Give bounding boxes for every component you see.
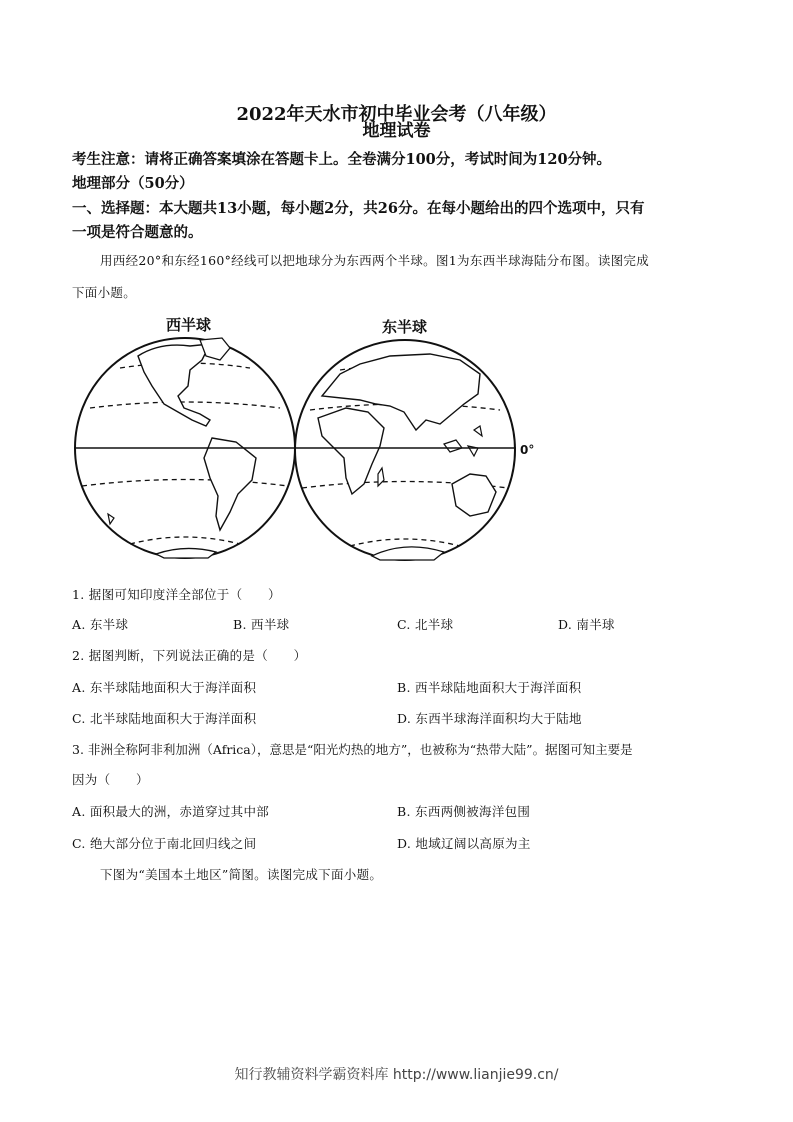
intro2-text: 下图为“美国本土地区”简图。读图完成下面小题。: [100, 867, 383, 882]
question-2-option-c: C. 北半球陆地面积大于海洋面积: [72, 711, 257, 726]
equator-label: 0°: [520, 443, 535, 457]
question-2-stem: 2. 据图判断，下列说法正确的是（ ）: [72, 648, 307, 663]
antarctica-west-shape: [156, 548, 216, 558]
footer-watermark: 知行教辅资料学霸资料库 http://www.lianjie99.cn/: [234, 1067, 559, 1083]
intro1-line1: 用西经20°和东经160°经线可以把地球分为东西两个半球。图1为东西半球海陆分布图。读图完成: [100, 253, 650, 268]
question-1-option-c: C. 北半球: [397, 617, 454, 632]
section-heading: 地理部分（50分）: [72, 175, 194, 192]
part1-instruction-line2: 一项是符合题意的。: [72, 224, 203, 241]
east-hemisphere-label: 东半球: [382, 318, 428, 336]
page-title: 2022年天水市初中毕业会考（八年级）: [236, 104, 557, 125]
intro1-line2: 下面小题。: [72, 285, 137, 300]
hemisphere-map: [60, 308, 560, 570]
east-hemisphere-globe: [295, 340, 515, 560]
question-1-option-b: B. 西半球: [233, 617, 290, 632]
question-3-option-a: A. 面积最大的洲，赤道穿过其中部: [72, 804, 270, 819]
question-1-stem: 1. 据图可知印度洋全部位于（ ）: [72, 587, 281, 602]
question-3-stem-line1: 3. 非洲全称阿非利加洲（Africa），意思是“阳光灼热的地方”，也被称为“热带大陆”。据图可知主要是: [72, 742, 633, 757]
question-3-stem-line2: 因为（ ）: [72, 772, 149, 787]
south-america-shape: [204, 438, 256, 530]
question-3-option-b: B. 东西两侧被海洋包围: [397, 804, 531, 819]
question-2-option-a: A. 东半球陆地面积大于海洋面积: [72, 680, 257, 695]
north-america-shape: [138, 344, 210, 426]
greenland-shape: [200, 338, 230, 360]
question-1-option-d: D. 南半球: [558, 617, 615, 632]
africa-shape: [318, 408, 384, 494]
question-1-option-a: A. 东半球: [72, 617, 129, 632]
page-subtitle: 地理试卷: [362, 121, 431, 141]
question-3-option-d: D. 地域辽阔以高原为主: [397, 836, 531, 851]
exam-notice: 考生注意：请将正确答案填涂在答题卡上。全卷满分100分，考试时间为120分钟。: [72, 151, 612, 168]
west-hemisphere-label: 西半球: [166, 316, 212, 334]
question-3-option-c: C. 绝大部分位于南北回归线之间: [72, 836, 257, 851]
antarctica-east-shape: [372, 547, 444, 560]
part1-instruction-line1: 一、选择题：本大题共13小题，每小题2分，共26分。在每小题给出的四个选项中，只有: [72, 200, 645, 217]
question-2-option-d: D. 东西半球海洋面积均大于陆地: [397, 711, 582, 726]
question-2-option-b: B. 西半球陆地面积大于海洋面积: [397, 680, 582, 695]
australia-shape: [452, 474, 496, 516]
